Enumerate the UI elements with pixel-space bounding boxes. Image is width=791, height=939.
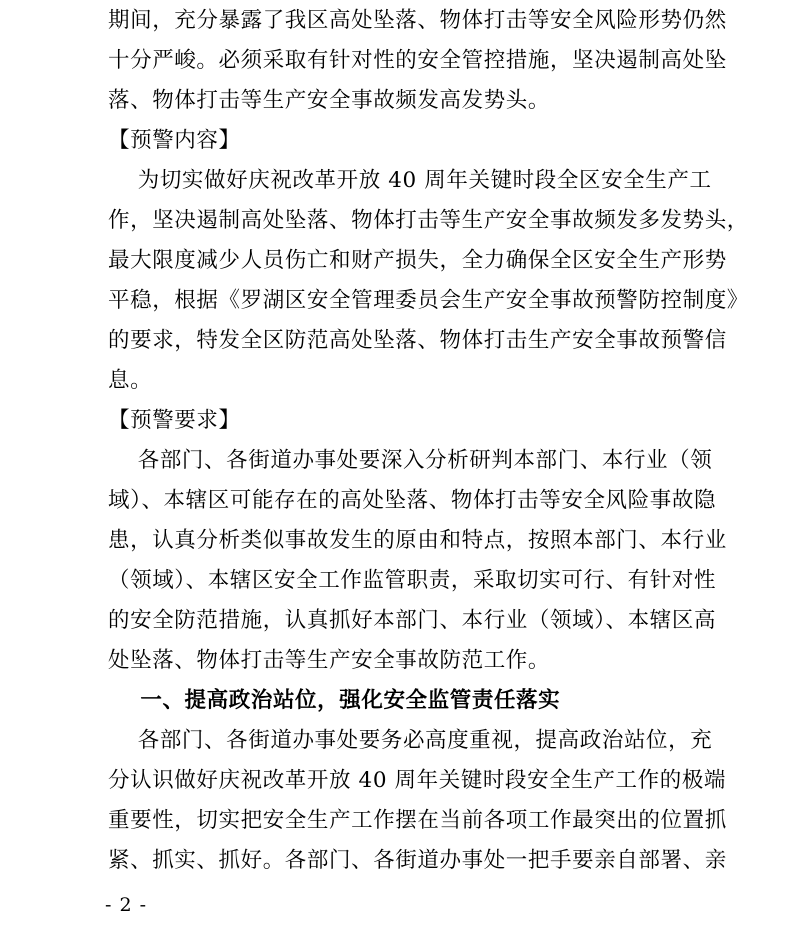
- body-text-line: （领域）、本辖区安全工作监管职责，采取切实可行、有针对性: [108, 568, 717, 593]
- body-text-line: 患，认真分析类似事故发生的原由和特点，按照本部门、本行业: [108, 528, 727, 553]
- body-text-line: 紧、抓实、抓好。各部门、各街道办事处一把手要亲自部署、亲: [108, 848, 727, 873]
- body-text-line: 分认识做好庆祝改革开放 40 周年关键时段安全生产工作的极端: [108, 768, 727, 793]
- body-text-line: 最大限度减少人员伤亡和财产损失，全力确保全区安全生产形势: [108, 248, 727, 273]
- body-text-line: 的安全防范措施，认真抓好本部门、本行业（领域）、本辖区高: [108, 608, 717, 633]
- body-text-line: 的要求，特发全区防范高处坠落、物体打击生产安全事故预警信: [108, 328, 727, 353]
- body-text-line: 重要性，切实把安全生产工作摆在当前各项工作最突出的位置抓: [108, 808, 727, 833]
- section-heading: 一、提高政治站位，强化安全监管责任落实: [108, 688, 561, 713]
- body-text-line: 平稳，根据《罗湖区安全管理委员会生产安全事故预警防控制度》: [108, 288, 749, 313]
- section-label-warning-content: 【预警内容】: [108, 128, 241, 153]
- body-text-line: 期间，充分暴露了我区高处坠落、物体打击等安全风险形势仍然: [108, 8, 727, 33]
- body-text-line: 各部门、各街道办事处要深入分析研判本部门、本行业（领: [108, 448, 713, 473]
- body-text-line: 落、物体打击等生产安全事故频发高发势头。: [108, 88, 551, 113]
- section-label-warning-requirements: 【预警要求】: [108, 408, 241, 433]
- body-text-line: 域）、本辖区可能存在的高处坠落、物体打击等安全风险事故隐: [108, 488, 717, 513]
- body-text-line: 作，坚决遏制高处坠落、物体打击等生产安全事故频发多发势头，: [108, 208, 749, 233]
- body-text-line: 各部门、各街道办事处要务必高度重视，提高政治站位，充: [108, 728, 713, 753]
- body-text-line: 处坠落、物体打击等生产安全事故防范工作。: [108, 648, 551, 673]
- body-text-line: 十分严峻。必须采取有针对性的安全管控措施，坚决遏制高处坠: [108, 48, 727, 73]
- body-text-line: 为切实做好庆祝改革开放 40 周年关键时段全区安全生产工: [108, 168, 712, 193]
- body-text-line: 息。: [108, 368, 153, 393]
- page-number: - 2 -: [105, 894, 148, 916]
